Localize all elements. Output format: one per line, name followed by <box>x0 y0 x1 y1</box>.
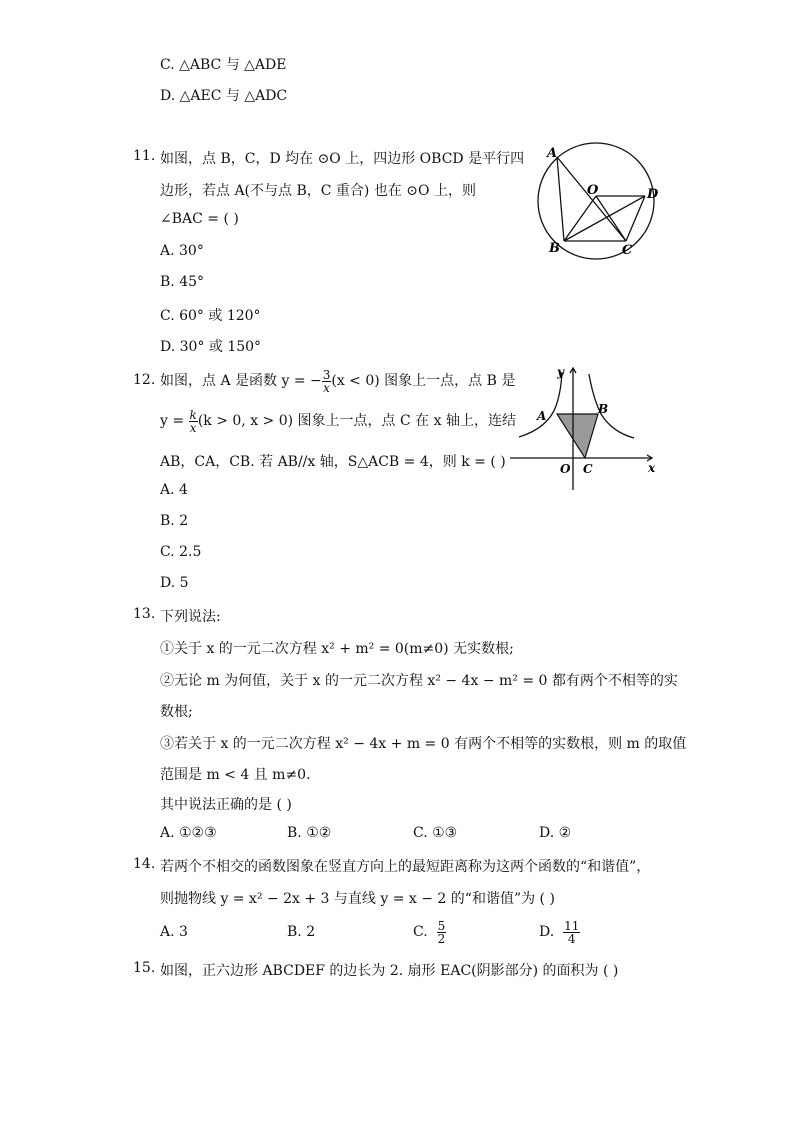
q13-option-d: D. ② <box>539 825 572 841</box>
q12-fraction-2-num: k <box>189 407 197 422</box>
q14-option-d-fraction <box>563 920 580 945</box>
q12-label-a: A <box>537 409 547 423</box>
q15-number: 15. <box>133 960 156 976</box>
q10-option-d: D. △AEC 与 △ADC <box>160 88 288 104</box>
q14-option-c-fraction <box>437 920 447 945</box>
q12-stem-line2 <box>160 407 516 435</box>
q13-statement-3b: 范围是 m < 4 且 m≠0. <box>160 767 311 783</box>
q12-fraction-2-den: x <box>189 420 197 435</box>
q12-line2-part-a: y = <box>160 413 189 429</box>
q12-graph-figure <box>505 362 665 494</box>
q12-fraction-1-den: x <box>323 380 330 395</box>
q12-option-b: B. 2 <box>160 513 189 529</box>
q14-option-a: A. 3 <box>160 924 188 940</box>
q14-option-d-label: D. <box>539 924 555 940</box>
q12-line1-part-a: 如图，点 A 是函数 y = − <box>160 373 322 389</box>
q11-label-b: B <box>549 241 560 256</box>
q11-option-b: B. 45° <box>160 274 205 290</box>
q11-option-a: A. 30° <box>160 243 204 259</box>
q12-fraction-1 <box>322 369 332 394</box>
q12-fraction-1-num: 3 <box>322 367 331 382</box>
q14-option-c-label: C. <box>413 924 428 940</box>
q13-statement-2a: ②无论 m 为何值，关于 x 的一元二次方程 x² − 4x − m² = 0 都有两个不相等的实 <box>160 673 678 689</box>
q12-option-d: D. 5 <box>160 575 189 591</box>
q12-label-o: O <box>560 462 571 476</box>
q12-fraction-2 <box>189 409 198 434</box>
q11-option-d: D. 30° 或 150° <box>160 339 262 355</box>
q14-option-c-num: 5 <box>437 918 446 933</box>
q12-option-c: C. 2.5 <box>160 544 202 560</box>
q12-label-c: C <box>583 462 593 476</box>
q13-number: 13. <box>133 606 156 622</box>
q12-stem-line1 <box>160 367 515 395</box>
q11-stem-line1: 如图，点 B，C，D 均在 ⊙O 上，四边形 OBCD 是平行四 <box>160 151 525 167</box>
q13-intro: 下列说法: <box>160 609 221 625</box>
q14-option-d-num: 11 <box>564 918 580 933</box>
q12-option-a: A. 4 <box>160 482 188 498</box>
q12-axis-label-y: y <box>557 365 564 379</box>
q13-option-c: C. ①③ <box>413 825 458 841</box>
q11-circle-figure <box>530 140 670 265</box>
q10-option-c: C. △ABC 与 △ADE <box>160 57 287 73</box>
q12-label-b: B <box>598 402 609 416</box>
q11-label-a: A <box>547 146 558 161</box>
q13-statement-3a: ③若关于 x 的一元二次方程 x² − 4x + m = 0 有两个不相等的实数根，则 m 的取值 <box>160 736 687 752</box>
q14-number: 14. <box>133 856 156 872</box>
q15-stem-line1: 如图，正六边形 ABCDEF 的边长为 2. 扇形 EAC(阴影部分) 的面积为 ( ) <box>160 963 619 979</box>
q13-statement-2b: 数根; <box>160 704 193 720</box>
q11-label-o: O <box>587 183 599 198</box>
q14-option-d-den: 4 <box>567 931 576 946</box>
q11-stem-line2: 边形，若点 A(不与点 B，C 重合) 也在 ⊙O 上，则 <box>160 183 476 199</box>
q12-number: 12. <box>133 372 156 388</box>
q11-option-c: C. 60° 或 120° <box>160 308 261 324</box>
q14-option-b: B. 2 <box>287 924 316 940</box>
q12-line2-part-b: (k > 0, x > 0) 图象上一点，点 C 在 x 轴上，连结 <box>197 413 516 429</box>
q11-label-c: C <box>622 243 633 258</box>
q12-line1-part-b: (x < 0) 图象上一点，点 B 是 <box>331 373 516 389</box>
q12-stem-line3: AB，CA，CB. 若 AB//x 轴，S△ACB = 4，则 k = ( ) <box>160 454 506 470</box>
q13-option-b: B. ①② <box>287 825 332 841</box>
q14-stem-line2: 则抛物线 y = x² − 2x + 3 与直线 y = x − 2 的“和谐值”为 ( ) <box>160 891 555 907</box>
q11-stem-line3: ∠BAC = ( ) <box>160 211 239 227</box>
q14-option-c <box>413 917 446 947</box>
q14-stem-line1: 若两个不相交的函数图象在竖直方向上的最短距离称为这两个函数的“和谐值”， <box>160 859 651 875</box>
q11-number: 11. <box>133 148 156 164</box>
q13-question: 其中说法正确的是 ( ) <box>160 797 292 813</box>
q12-axis-label-x: x <box>648 461 656 475</box>
q11-label-d: D <box>647 187 659 202</box>
q13-statement-1: ①关于 x 的一元二次方程 x² + m² = 0(m≠0) 无实数根; <box>160 641 514 657</box>
q14-option-d <box>539 917 580 947</box>
q14-option-c-den: 2 <box>437 931 446 946</box>
q13-option-a: A. ①②③ <box>160 825 217 841</box>
